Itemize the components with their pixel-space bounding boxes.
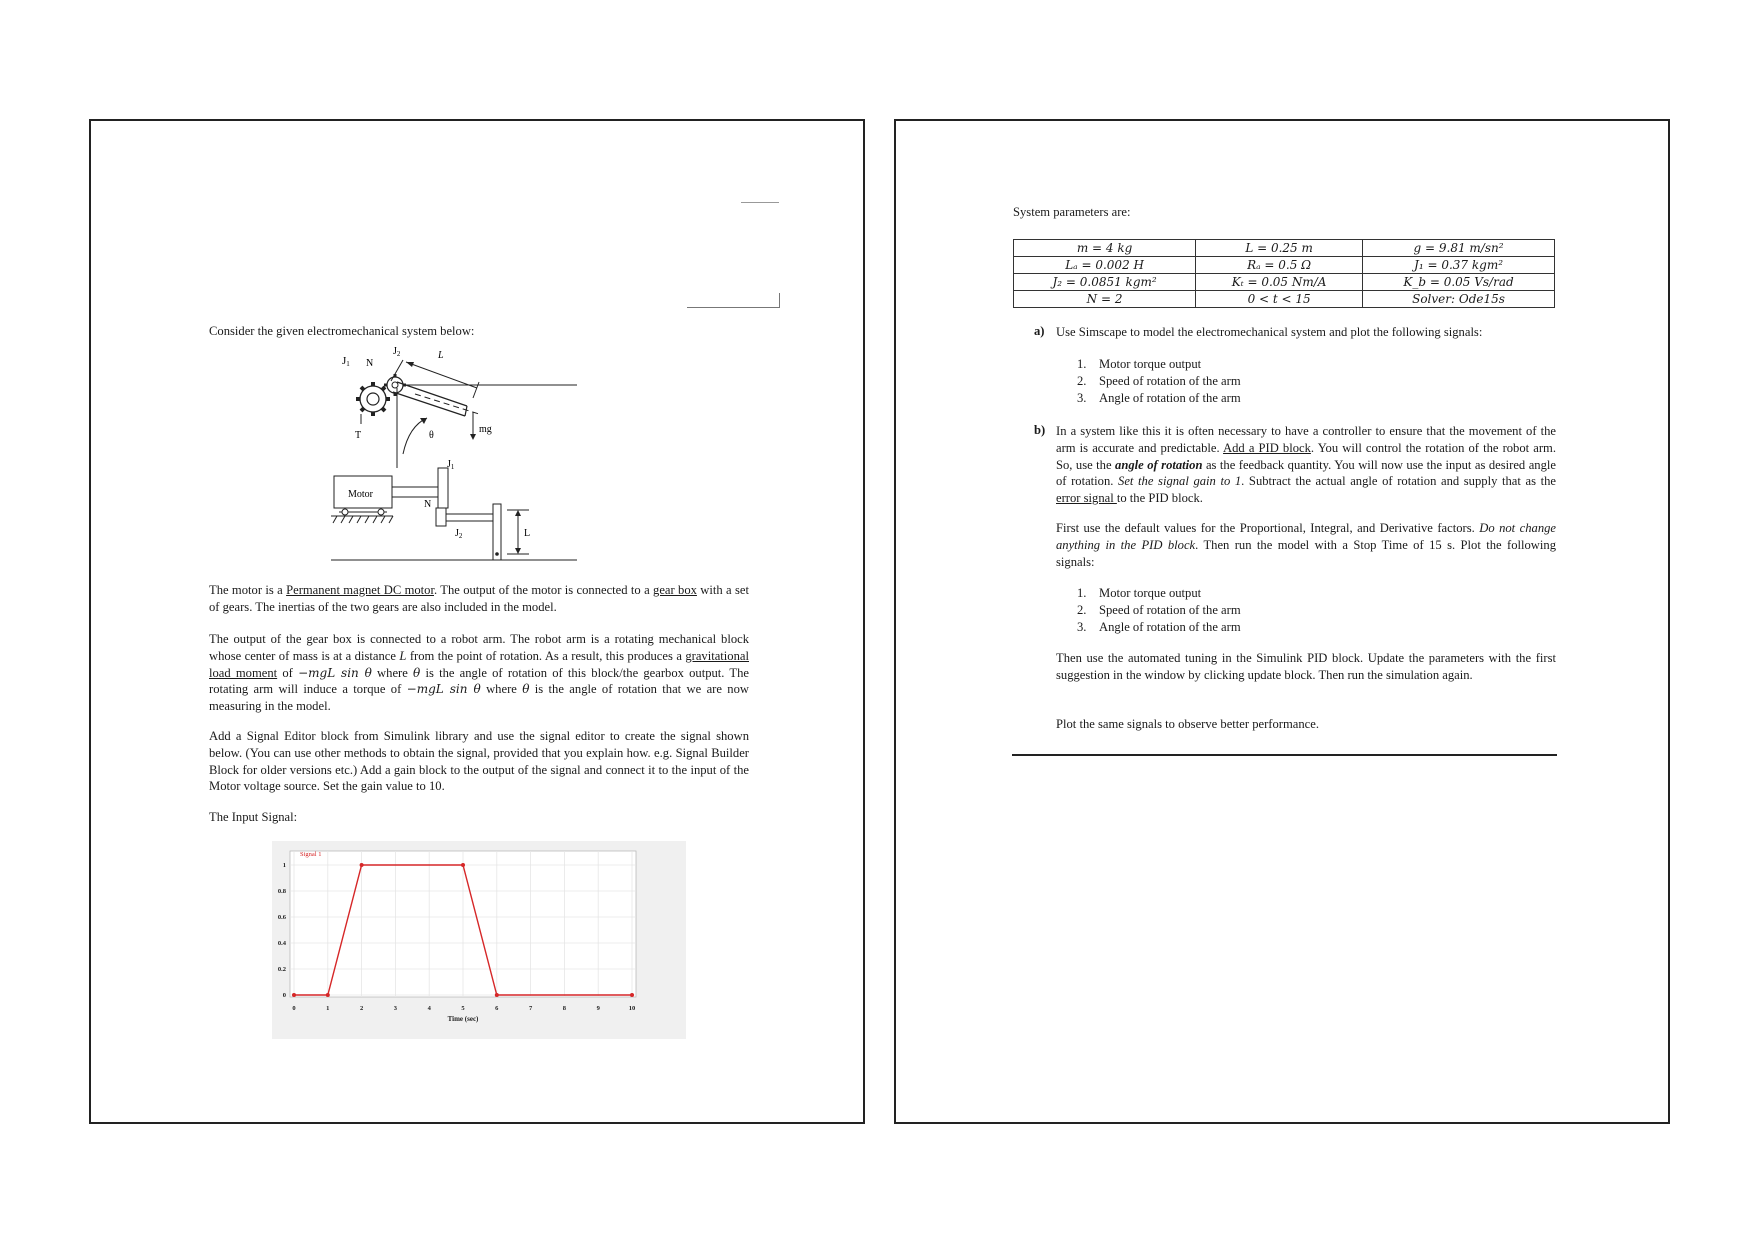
- signal-editor-paragraph: Add a Signal Editor block from Simulink library and use the signal editor to create the signal shown below. (You can use other methods to obtain the signal, provided that you explain how. e.g. Signal Builder Block for older versions etc.) Add a gain block to the output of the signal and connect it to the input of the Motor voltage source. Set the gain value to 10.: [209, 729, 749, 794]
- list-item: [1077, 602, 1241, 619]
- list-item-text: Angle of rotation of the arm: [1099, 390, 1241, 405]
- x-tick-label: 4: [427, 1005, 431, 1012]
- list-item-number: 3.: [1077, 619, 1087, 634]
- b2-text-b: . Then run the model with a Stop Time of 15 s. Plot the following signals:: [1056, 537, 1556, 569]
- motor-paragraph: [209, 582, 749, 616]
- signal-list-b: [1077, 585, 1241, 635]
- x-tick-label: 3: [393, 1005, 398, 1012]
- system-parameters-heading: System parameters are:: [1013, 205, 1131, 219]
- gear-j2-block: [436, 508, 446, 526]
- list-item-number: 2.: [1077, 373, 1087, 388]
- header-rule-bottom: [687, 307, 779, 308]
- p2-expr-1: −mgL sin θ: [298, 665, 372, 680]
- p2-text-b: from the point of rotation. As a result, this produces a: [406, 648, 686, 663]
- gearbox-paragraph: [209, 631, 749, 715]
- robot-arm: [393, 382, 479, 416]
- x-axis-label: Time (sec): [447, 1015, 479, 1023]
- signal-point: [630, 993, 634, 997]
- y-tick-label: 0.2: [277, 966, 286, 973]
- header-rule-top: [741, 202, 779, 203]
- b-text-c: as the feedback quantity. You will now use the input as desired angle of rotation.: [1056, 457, 1556, 489]
- parameter-cell: 0 < t < 15: [1196, 291, 1363, 308]
- b-bold-angle: angle of rotation: [1115, 457, 1203, 472]
- l-arrow-head-left: [406, 362, 414, 367]
- list-item-number: 3.: [1077, 390, 1087, 405]
- x-tick-label: 8: [562, 1005, 567, 1012]
- b2-text-a: First use the default values for the Proportional, Integral, and Derivative factors.: [1056, 521, 1480, 535]
- intro-text: Consider the given electromechanical system below:: [209, 324, 475, 338]
- parameter-cell: Rₐ = 0.5 Ω: [1196, 257, 1363, 274]
- list-item-text: Angle of rotation of the arm: [1099, 619, 1241, 634]
- p1-text-a: The motor is a: [209, 583, 287, 597]
- p1-text-c: with a set of gears. The inertias of the two gears are also included in the model.: [209, 583, 749, 614]
- list-item-number: 1.: [1077, 357, 1087, 371]
- x-tick-label: 9: [596, 1005, 600, 1012]
- label-l-bottom: L: [524, 528, 531, 539]
- item-a-label: a): [1034, 324, 1045, 338]
- label-motor: Motor: [348, 489, 373, 500]
- arm-block: [493, 504, 501, 560]
- legend-signal-1: Signal 1: [300, 851, 322, 858]
- label-l-top: L: [438, 350, 444, 361]
- y-tick-label: 0.8: [277, 888, 286, 895]
- p2-expr-2: −mgL sin θ: [406, 682, 481, 697]
- p2-text-e: is the angle of rotation of this block/the gearbox output. The rotating arm will induce a torque of: [209, 665, 750, 697]
- signal-chart: [272, 841, 686, 1039]
- list-item: [1077, 373, 1241, 390]
- gear-box-link[interactable]: gear box: [653, 583, 697, 597]
- permanent-magnet-dc-motor-link[interactable]: Permanent magnet DC motor: [286, 583, 434, 597]
- signal-point: [495, 993, 499, 997]
- b-text-e: to the PID block.: [1116, 491, 1203, 506]
- x-tick-label: 7: [528, 1005, 533, 1012]
- bottom-rule: [1012, 754, 1557, 756]
- parameter-cell: L = 0.25 m: [1196, 240, 1363, 257]
- l-dimension-line: [406, 362, 477, 388]
- list-item-text: Motor torque output: [1099, 357, 1202, 371]
- parameters-table: [1013, 239, 1555, 308]
- right-page: [894, 119, 1670, 1124]
- parameter-cell: J₂ = 0.0851 kgm²: [1014, 274, 1196, 291]
- label-n-top: N: [366, 358, 374, 369]
- item-a-text: Use Simscape to model the electromechanical system and plot the following signals:: [1056, 325, 1483, 339]
- label-t: T: [355, 430, 362, 441]
- label-j1-bottom: $J_1$: [447, 459, 455, 471]
- parameters-row: [1014, 257, 1555, 274]
- y-tick-label: 0: [282, 992, 286, 999]
- l-bottom-arrow-up: [515, 510, 521, 516]
- b-text-b: . You will control the rotation of the robot arm. So, use the: [1056, 440, 1556, 472]
- list-item-text: Motor torque output: [1099, 586, 1202, 600]
- list-item-text: Speed of rotation of the arm: [1099, 602, 1241, 617]
- electromechanical-diagram: [331, 346, 581, 581]
- parameters-row: [1014, 274, 1555, 291]
- list-item-number: 1.: [1077, 586, 1087, 600]
- mg-arrow-head: [470, 434, 476, 440]
- list-item: [1077, 390, 1241, 407]
- parameter-cell: g = 9.81 m/sn²: [1363, 240, 1555, 257]
- l-bottom-arrow-down: [515, 548, 521, 554]
- parameter-cell: Solver: Ode15s: [1363, 291, 1555, 308]
- input-signal-heading: The Input Signal:: [209, 810, 298, 824]
- gear-large: [356, 382, 390, 416]
- p1-text-b: . The output of the motor is connected to a: [433, 583, 654, 597]
- label-theta: θ: [429, 430, 434, 441]
- b-text-a: In a system like this it is often necessary to have a controller to ensure that the movement of the arm is accurate and predictable.: [1056, 424, 1556, 455]
- l-dim-tick-right: [473, 382, 479, 398]
- item-b-paragraph-3: Then use the automated tuning in the Simulink PID block. Update the parameters with the first suggestion in the window by clicking update block. Then run the simulation again.: [1056, 651, 1556, 682]
- label-j1-top: J1: [342, 355, 350, 368]
- parameters-row: [1014, 240, 1555, 257]
- x-tick-label: 10: [628, 1005, 636, 1012]
- arm-mass-dot: [495, 552, 499, 556]
- list-item: [1077, 619, 1241, 636]
- gear-j1-block: [438, 468, 448, 508]
- theta-arc: [403, 418, 427, 454]
- parameter-cell: Lₐ = 0.002 H: [1014, 257, 1196, 274]
- x-tick-label: 0: [292, 1005, 296, 1012]
- signal-list-a: [1077, 356, 1241, 406]
- header-rule-side: [779, 293, 780, 308]
- parameter-cell: K_b = 0.05 Vs/rad: [1363, 274, 1555, 291]
- x-tick-label: 5: [461, 1005, 465, 1012]
- parameter-cell: J₁ = 0.37 kgm²: [1363, 257, 1555, 274]
- parameter-cell: N = 2: [1014, 291, 1196, 308]
- p2-theta-2: θ: [522, 682, 530, 697]
- b-italic-gain: Set the signal gain to 1: [1118, 474, 1242, 489]
- parameter-cell: m = 4 kg: [1014, 240, 1196, 257]
- list-item-number: 2.: [1077, 602, 1087, 617]
- list-item: [1077, 585, 1241, 602]
- label-j2-bottom: $J_2$: [455, 528, 463, 540]
- error-signal-link[interactable]: error signal: [1056, 491, 1117, 506]
- p2-text-f: where: [480, 682, 523, 697]
- label-mg: mg: [479, 424, 492, 435]
- b-text-d: . Subtract the actual angle of rotation and supply that as the: [1241, 474, 1556, 489]
- label-j2-top: $J_2$: [393, 346, 401, 358]
- signal-point: [461, 863, 465, 867]
- list-item: [1077, 356, 1241, 373]
- item-b-paragraph-2: [1056, 520, 1556, 570]
- y-tick-label: 0.4: [277, 940, 286, 947]
- label-n-bottom: N: [424, 499, 432, 510]
- p2-theta-1: θ: [413, 665, 421, 680]
- add-pid-block-link[interactable]: Add a PID block: [1223, 440, 1311, 455]
- item-b-paragraph-4: Plot the same signals to observe better performance.: [1056, 717, 1319, 731]
- y-tick-label: 1: [282, 862, 286, 869]
- y-tick-label: 0.6: [277, 914, 286, 921]
- p2-text-c: of: [277, 665, 299, 680]
- p2-text-a: The output of the gear box is connected to a robot arm. The robot arm is a rotating mechanical block whose center of mass is at a distance: [209, 632, 749, 663]
- signal-chart-frame: [272, 841, 686, 1039]
- x-tick-label: 1: [326, 1005, 330, 1012]
- ground-hatch: [331, 509, 393, 523]
- p2-text-g: is the angle of rotation that we are now measuring in the model.: [209, 682, 749, 714]
- signal-point: [360, 863, 364, 867]
- signal-point: [292, 993, 296, 997]
- b2-italic: Do not change anything in the PID block: [1056, 521, 1556, 552]
- x-tick-label: 2: [359, 1005, 364, 1012]
- item-b-paragraph-1: [1056, 423, 1556, 507]
- parameters-row: [1014, 291, 1555, 308]
- gravitational-load-moment-link[interactable]: gravitational load moment: [209, 648, 749, 680]
- left-page: [89, 119, 865, 1124]
- parameter-cell: Kₜ = 0.05 Nm/A: [1196, 274, 1363, 291]
- signal-point: [326, 993, 330, 997]
- x-tick-label: 6: [495, 1005, 499, 1012]
- p2-text-d: where: [371, 665, 414, 680]
- list-item-text: Speed of rotation of the arm: [1099, 373, 1241, 388]
- p2-var-l: L: [399, 648, 407, 663]
- item-b-label: b): [1034, 423, 1046, 437]
